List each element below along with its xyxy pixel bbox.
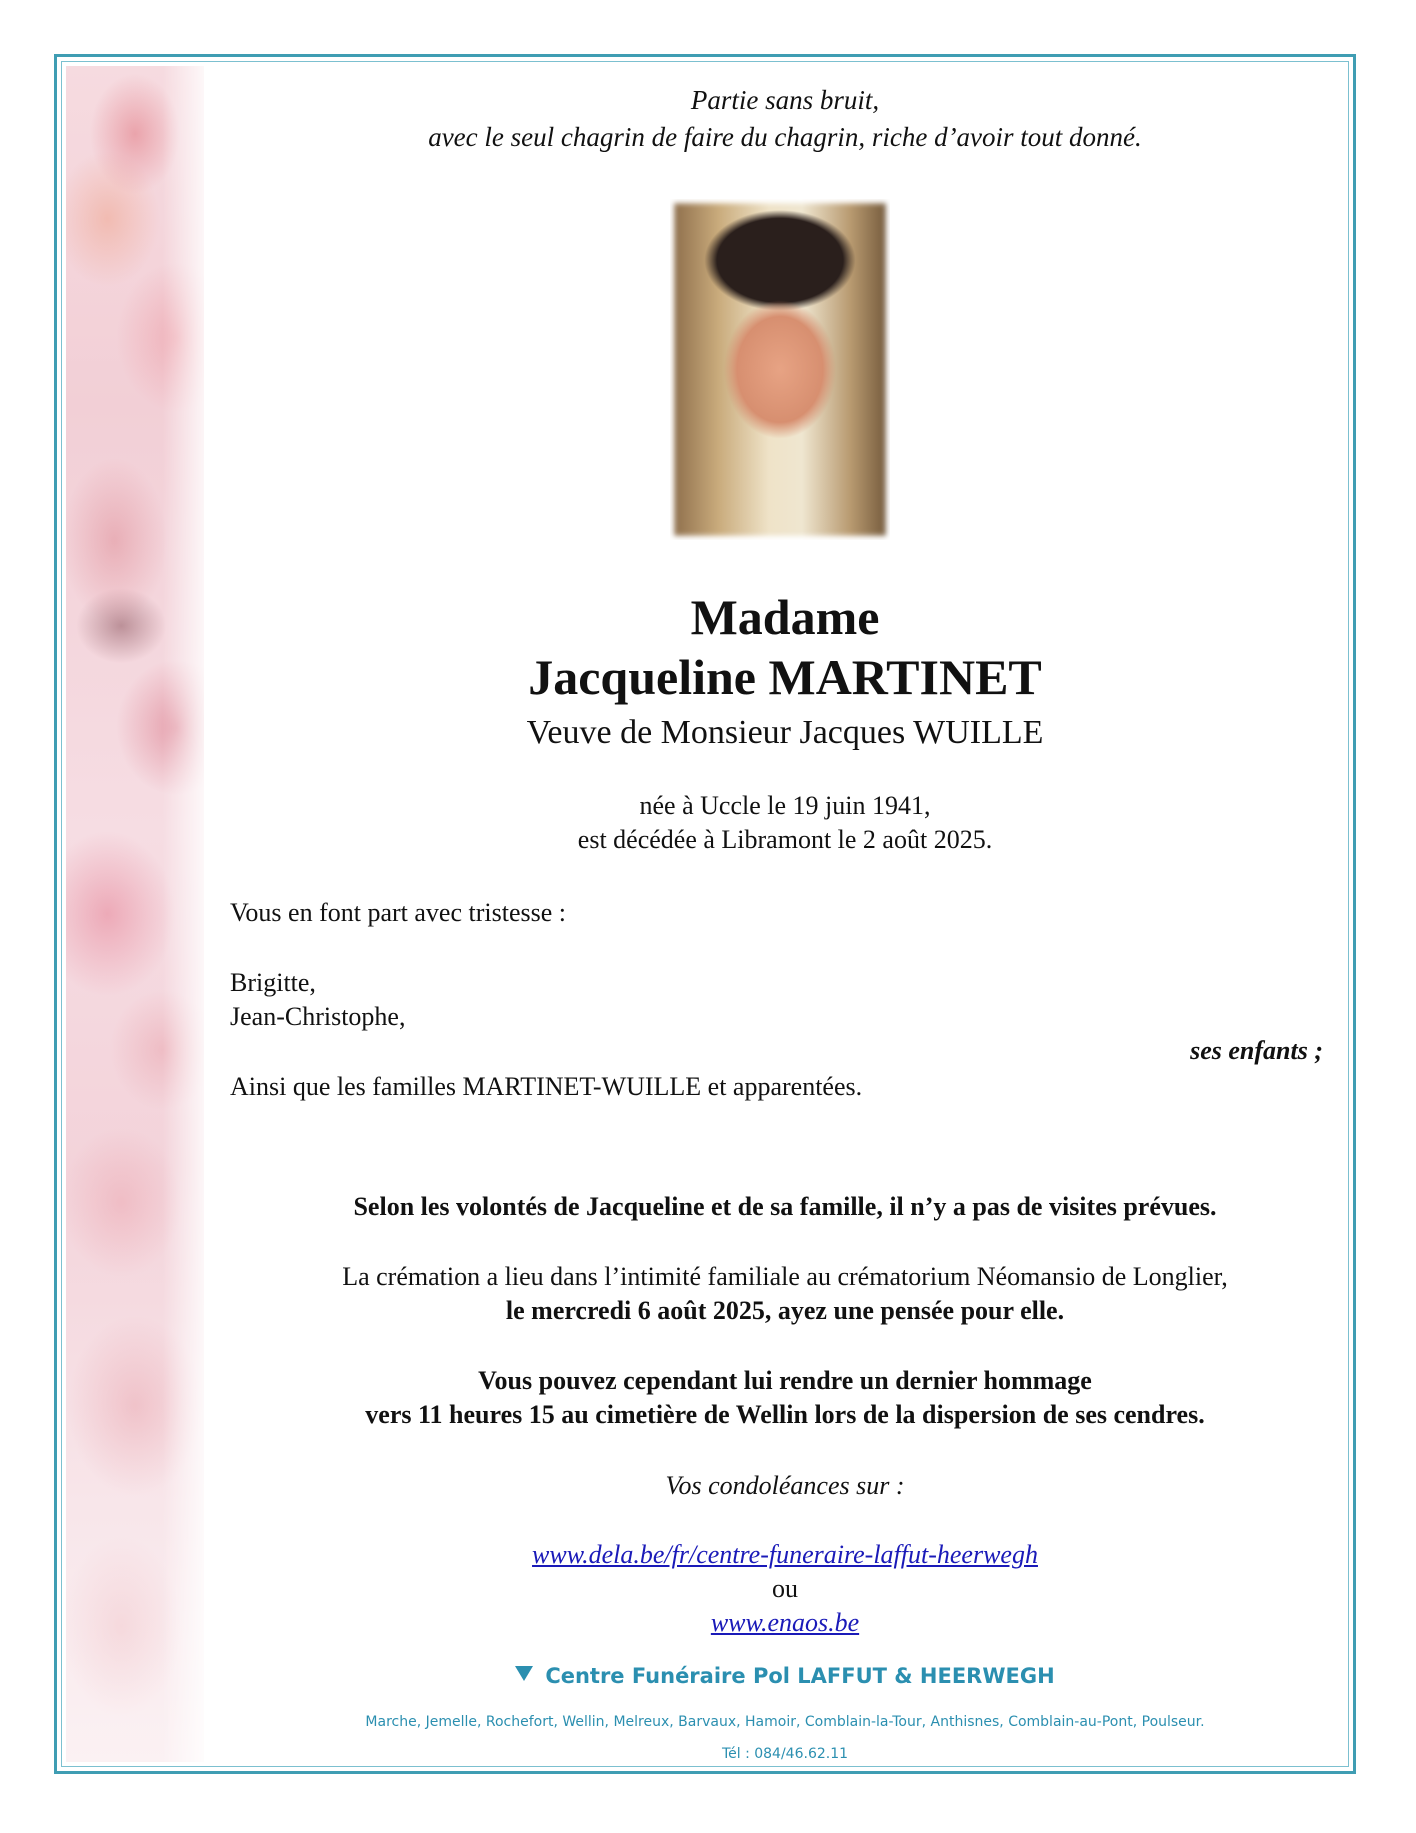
portrait-soft-edge — [666, 195, 894, 544]
birth-death-dates — [230, 789, 1340, 857]
deceased-title: Madame — [690, 589, 880, 645]
enaos-link[interactable]: www.enaos.be — [710, 1608, 860, 1637]
triangle-down-icon — [515, 1666, 533, 1681]
tribute-info — [230, 1364, 1340, 1432]
cremation-date: le mercredi 6 août 2025, ayez une pensée pour elle. — [505, 1296, 1065, 1325]
death-line: est décédée à Libramont le 2 août 2025. — [577, 825, 993, 854]
child-name: Brigitte, — [230, 968, 316, 997]
birth-line: née à Uccle le 19 juin 1941, — [639, 791, 931, 820]
epigraph-line-2: avec le seul chagrin de faire du chagrin, riche d’avoir tout donné. — [428, 122, 1142, 152]
deceased-name: Jacqueline MARTINET — [528, 649, 1042, 705]
condolence-links — [230, 1538, 1340, 1640]
funeral-home-phone: Tél : 084/46.62.11 — [721, 1746, 849, 1762]
extended-families: Ainsi que les familles MARTINET-WUILLE et apparentées. — [230, 1072, 863, 1101]
funeral-home-name — [230, 1662, 1340, 1690]
children-label: ses enfants ; — [1190, 1036, 1323, 1065]
link-separator: ou — [772, 1574, 798, 1603]
funeral-home-locations: Marche, Jemelle, Rochefort, Wellin, Melreux, Barvaux, Hamoir, Comblain-la-Tour, Anthisnes, Comblain-au-Pont, Poulseur. — [365, 1714, 1205, 1730]
dela-link[interactable]: www.dela.be/fr/centre-funeraire-laffut-heerwegh — [532, 1540, 1038, 1569]
widow-of: Veuve de Monsieur Jacques WUILLE — [526, 714, 1044, 751]
funeral-home-name-text: Centre Funéraire Pol LAFFUT & HEERWEGH — [545, 1664, 1055, 1688]
epigraph — [230, 82, 1340, 156]
cremation-line-1: La crémation a lieu dans l’intimité familiale au crématorium Néomansio de Longlier, — [342, 1262, 1228, 1291]
epigraph-line-1: Partie sans bruit, — [690, 85, 880, 115]
child-name: Jean-Christophe, — [230, 1002, 406, 1031]
cherry-blossom-side-image — [66, 66, 204, 1762]
visit-wishes: Selon les volontés de Jacqueline et de sa famille, il n’y a pas de visites prévues. — [353, 1192, 1217, 1221]
cremation-info — [230, 1260, 1340, 1328]
tribute-line-2: vers 11 heures 15 au cimetière de Wellin lors de la dispersion de ses cendres. — [365, 1400, 1205, 1429]
tribute-line-1: Vous pouvez cependant lui rendre un dernier hommage — [478, 1366, 1092, 1395]
family-announcement: Vous en font part avec tristesse : — [230, 898, 566, 927]
condolences-label: Vos condoléances sur : — [665, 1471, 905, 1500]
